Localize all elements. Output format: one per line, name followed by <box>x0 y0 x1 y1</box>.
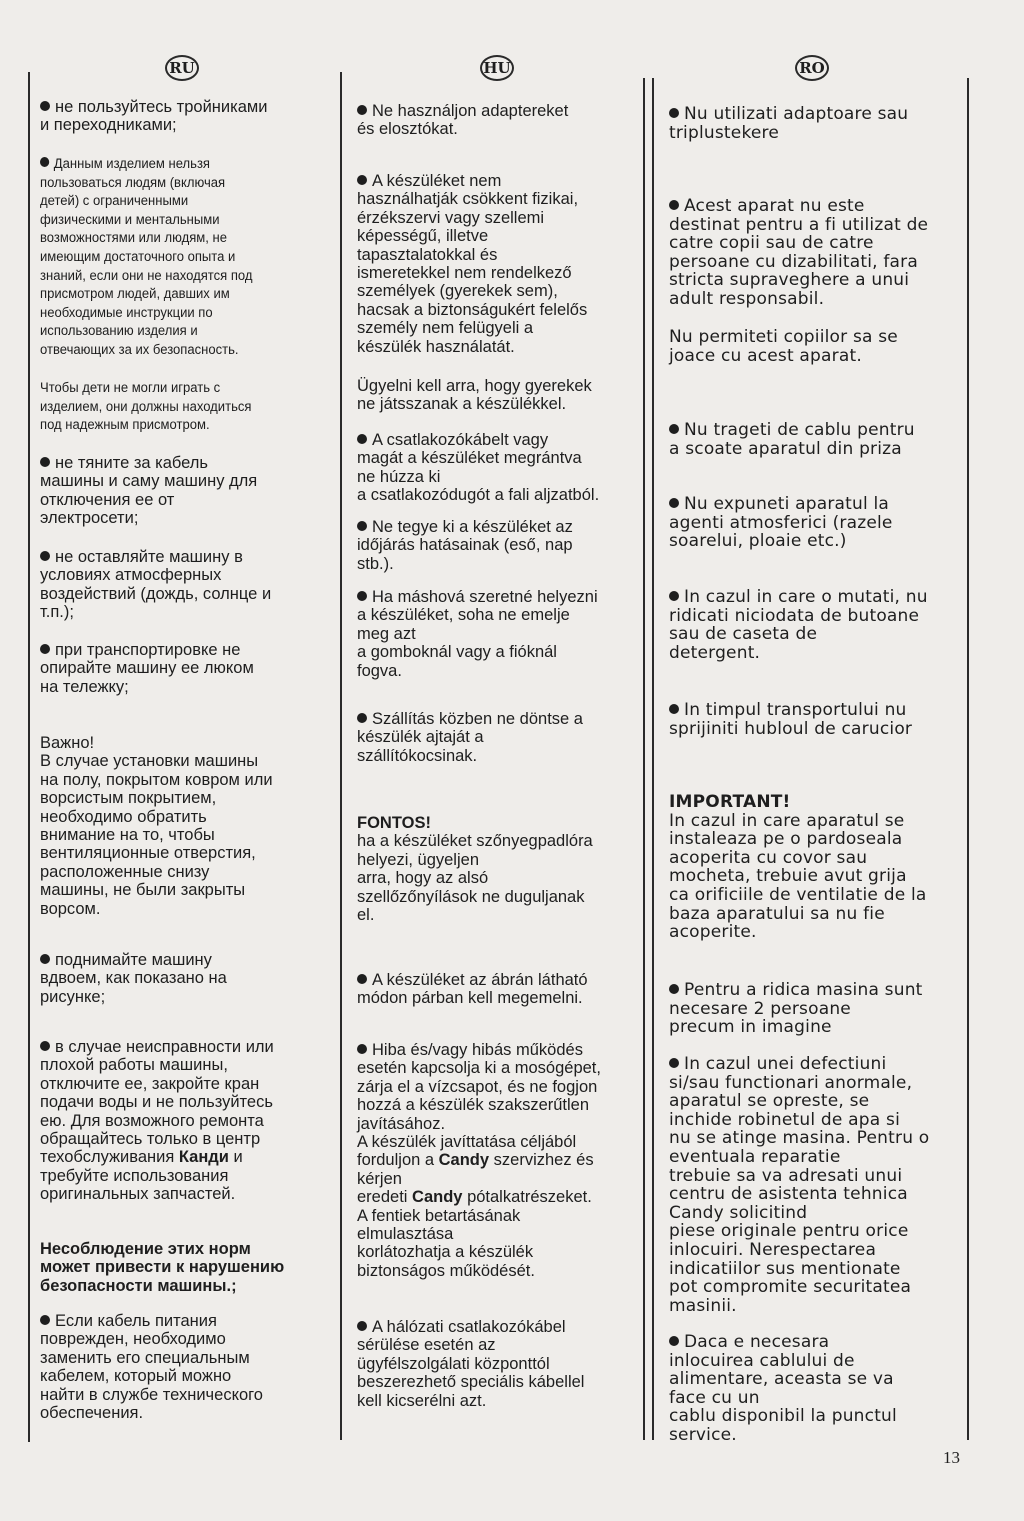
ro-text: In timpul transportului nu sprijiniti hubloul de carucior <box>669 700 913 739</box>
ro-important-title: IMPORTANT! <box>669 792 791 812</box>
column-rule-left <box>28 72 30 1442</box>
hu-item-relocate <box>357 588 641 680</box>
ru-important-text: В случае установки машины на полу, покрытом ковром или ворсистым покрытием, необходимо обратить внимание на то, чтобы вентиляционные отверстия, расположенные снизу машины, не были закрыты ворсом. <box>40 752 273 918</box>
ru-item-cable <box>40 454 330 528</box>
page-number: 13 <box>943 1448 960 1467</box>
ru-item-malfunction <box>40 1038 330 1204</box>
ru-text: поднимайте машину вдвоем, как показано на рисунке; <box>40 951 227 1006</box>
ro-item-cable <box>669 421 963 458</box>
ru-warning: Несоблюдение этих норм может привести к нарушению безопасности машины.; <box>40 1240 285 1295</box>
hu-text: szervizhez és kérjen eredeti <box>357 1151 594 1207</box>
ru-text: в случае неисправности или плохой работы машины, отключите ее, закройте кран подачи воды и не пользуйтесь ею. Для возможного ремонта обращайтесь только в центр техобслуживания <box>40 1038 274 1167</box>
ru-important <box>40 734 330 918</box>
ro-text: In cazul in care o mutati, nu ridicati niciodata de butoane sau de caseta de detergent. <box>669 587 928 663</box>
bullet-icon <box>357 175 367 185</box>
ro-text: Pentru a ridica masina sunt necesare 2 persoane precum in imagine <box>669 980 923 1038</box>
bullet-icon <box>40 157 49 167</box>
ru-item-children <box>40 379 330 435</box>
bullet-icon <box>357 434 367 444</box>
bullet-icon <box>669 984 679 994</box>
bullet-icon <box>40 954 50 964</box>
hu-text: A készüléket az ábrán látható módon párban kell megemelni. <box>357 971 588 1008</box>
ru-text: и требуйте использования оригинальных запчастей. <box>40 1148 243 1204</box>
bullet-icon <box>669 424 679 434</box>
language-badge-ro: RO <box>795 55 829 81</box>
hu-important-title: FONTOS! <box>357 814 431 832</box>
hu-text: Ne tegye ki a készüléket az időjárás hatásainak (eső, nap stb.). <box>357 518 573 573</box>
hu-item-cable <box>357 431 641 505</box>
hu-text: A hálózati csatlakozókábel sérülése esetén az ügyfélszolgálati központtól beszerezhető speciális kábellel kell kicserélni azt. <box>357 1318 585 1410</box>
bullet-icon <box>357 1321 367 1331</box>
bullet-icon <box>357 591 367 601</box>
bullet-icon <box>40 644 50 654</box>
ru-item-transport <box>40 641 330 696</box>
bullet-icon <box>40 101 50 111</box>
hu-important-text: ha a készüléket szőnyegpadlóra helyezi, ügyeljen arra, hogy az alsó szellőzőnyílások ne duguljanak el. <box>357 832 593 925</box>
column-rule-hu-ro-a <box>643 78 645 1440</box>
ro-item-malfunction <box>669 1055 963 1315</box>
ro-item-relocate <box>669 588 963 662</box>
ru-text: не оставляйте машину в условиях атмосферных воздействий (дождь, солнце и т.п.); <box>40 548 272 622</box>
ro-text: Acest aparat nu este destinat pentru a fi utilizat de catre copii sau de catre persoane cu dizabilitati, fara stricta supraveghere a unui adult responsabil. <box>669 196 929 309</box>
ro-important <box>669 793 963 942</box>
hu-text: pótalkatrészeket. A fentiek betartásának elmulasztása korlátozhatja a készülék biztonságos működését. <box>357 1188 592 1280</box>
bullet-icon <box>669 704 679 714</box>
hu-text: A csatlakozókábelt vagy magát a készüléket megrántva ne húzza ki a csatlakozódugót a fali aljzatból. <box>357 431 600 505</box>
ru-item-persons <box>40 155 330 360</box>
hu-text: Hiba és/vagy hibás működés esetén kapcsolja ki a mosógépet, zárja el a vízcsapot, és ne fogjon hozzá a készülék szakszerűtlen javításához. A készülék javíttatása céljából forduljon a <box>357 1041 601 1170</box>
ro-text: Daca e necesara inlocuirea cablului de alimentare, aceasta se va face cu un cablu disponibil la punctul service. <box>669 1332 897 1445</box>
hu-item-adapters <box>357 102 641 139</box>
bullet-icon <box>357 105 367 115</box>
language-badge-hu: HU <box>480 55 514 81</box>
hu-text: Ne használjon adaptereket és elosztókat. <box>357 102 569 139</box>
hu-item-lift <box>357 971 641 1008</box>
ru-text: Данным изделием нельзя пользоваться людям (включая детей) с ограниченными физическими и ментальными возможностями или людям, не имеющим достаточного опыта и знаний, если они не находятся под присмотром людей, давших им необходимые инструкции по использованию изделия и отвечающих за их безопасность. <box>40 156 253 358</box>
ro-text: Nu permiteti copiilor sa se joace cu acest aparat. <box>669 327 898 366</box>
ro-item-persons <box>669 197 963 309</box>
bullet-icon <box>357 521 367 531</box>
ro-item-lift <box>669 981 963 1037</box>
language-badge-ru: RU <box>165 55 199 81</box>
bullet-icon <box>669 108 679 118</box>
ru-text: Если кабель питания поврежден, необходимо заменить его специальным кабелем, который можно найти в службе технического обеспечения. <box>40 1312 263 1423</box>
ro-item-transport <box>669 701 963 738</box>
bullet-icon <box>669 1058 679 1068</box>
hu-text: Ügyelni kell arra, hogy gyerekek ne játsszanak a készülékkel. <box>357 377 592 414</box>
ru-text: при транспортировке не опирайте машину ее люком на тележку; <box>40 641 254 696</box>
hu-brand-name: Candy <box>438 1151 490 1170</box>
ro-item-children <box>669 328 963 365</box>
ru-text: не тяните за кабель машины и саму машину для отключения ее от электросети; <box>40 454 258 528</box>
ru-item-lift <box>40 951 330 1006</box>
hu-text: A készüléket nem használhatják csökkent fizikai, érzékszervi vagy szellemi képességű, illetve tapasztalatokkal és ismeretekkel nem rendelkező személyek (gyerekek sem), hacsak a biztonságukért felelős személy nem felügyeli a készülék használatát. <box>357 172 588 356</box>
hu-item-weather <box>357 518 641 573</box>
ru-item-adapters <box>40 98 330 135</box>
ro-item-adapters <box>669 105 963 142</box>
bullet-icon <box>40 551 50 561</box>
ro-text: Nu expuneti aparatul la agenti atmosferici (razele soarelui, ploaie etc.) <box>669 494 893 552</box>
ru-important-title: Важно! <box>40 734 95 752</box>
column-rule-right <box>967 78 969 1440</box>
hu-item-malfunction <box>357 1041 641 1280</box>
ro-text: Nu trageti de cablu pentru a scoate aparatul din priza <box>669 420 915 459</box>
hu-item-power-cable <box>357 1318 641 1410</box>
hu-item-children <box>357 377 641 414</box>
ro-important-text: In cazul in care aparatul se instaleaza pe o pardoseala acoperita cu covor sau mocheta, trebuie avut grija ca orificiile de ventilatie de la baza aparatului sa nu fie acoperite. <box>669 810 927 943</box>
ru-brand-name: Канди <box>178 1148 229 1167</box>
bullet-icon <box>357 1044 367 1054</box>
ru-text: не пользуйтесь тройниками и переходниками; <box>40 98 268 135</box>
bullet-icon <box>40 1041 50 1051</box>
bullet-icon <box>669 200 679 210</box>
bullet-icon <box>357 713 367 723</box>
ru-item-power-cable <box>40 1312 330 1422</box>
hu-item-persons <box>357 172 641 356</box>
bullet-icon <box>669 591 679 601</box>
ro-text: In cazul unei defectiuni si/sau functionari anormale, aparatul se opreste, se inchide robinetul de apa si nu se atinge masina. Pentru o eventuala reparatie trebuie sa va adresati unui centru de asistenta tehnica Candy solicitind piese originale pentru orice inlocuiri. Nerespectarea indicatiilor sus mentionate pot compromite securitatea masinii. <box>669 1054 930 1316</box>
hu-item-transport <box>357 710 641 765</box>
hu-text: Szállítás közben ne döntse a készülék ajtaját a szállítókocsinak. <box>357 710 583 765</box>
column-rule-hu-ro-b <box>652 78 654 1440</box>
ru-item-weather <box>40 548 330 622</box>
ru-text: Чтобы дети не могли играть с изделием, они должны находиться под надежным присмотром. <box>40 380 252 434</box>
ro-item-weather <box>669 495 963 551</box>
hu-text: Ha máshová szeretné helyezni a készüléket, soha ne emelje meg azt a gomboknál vagy a fióknál fogva. <box>357 588 598 680</box>
ro-text: Nu utilizati adaptoare sau triplustekere <box>669 104 909 143</box>
hu-brand-name: Candy <box>412 1188 463 1207</box>
bullet-icon <box>40 1315 50 1325</box>
hu-important <box>357 814 641 924</box>
bullet-icon <box>40 457 50 467</box>
ro-item-power-cable <box>669 1333 963 1445</box>
bullet-icon <box>669 1336 679 1346</box>
bullet-icon <box>669 498 679 508</box>
column-rule-ru-hu <box>340 72 342 1440</box>
bullet-icon <box>357 974 367 984</box>
